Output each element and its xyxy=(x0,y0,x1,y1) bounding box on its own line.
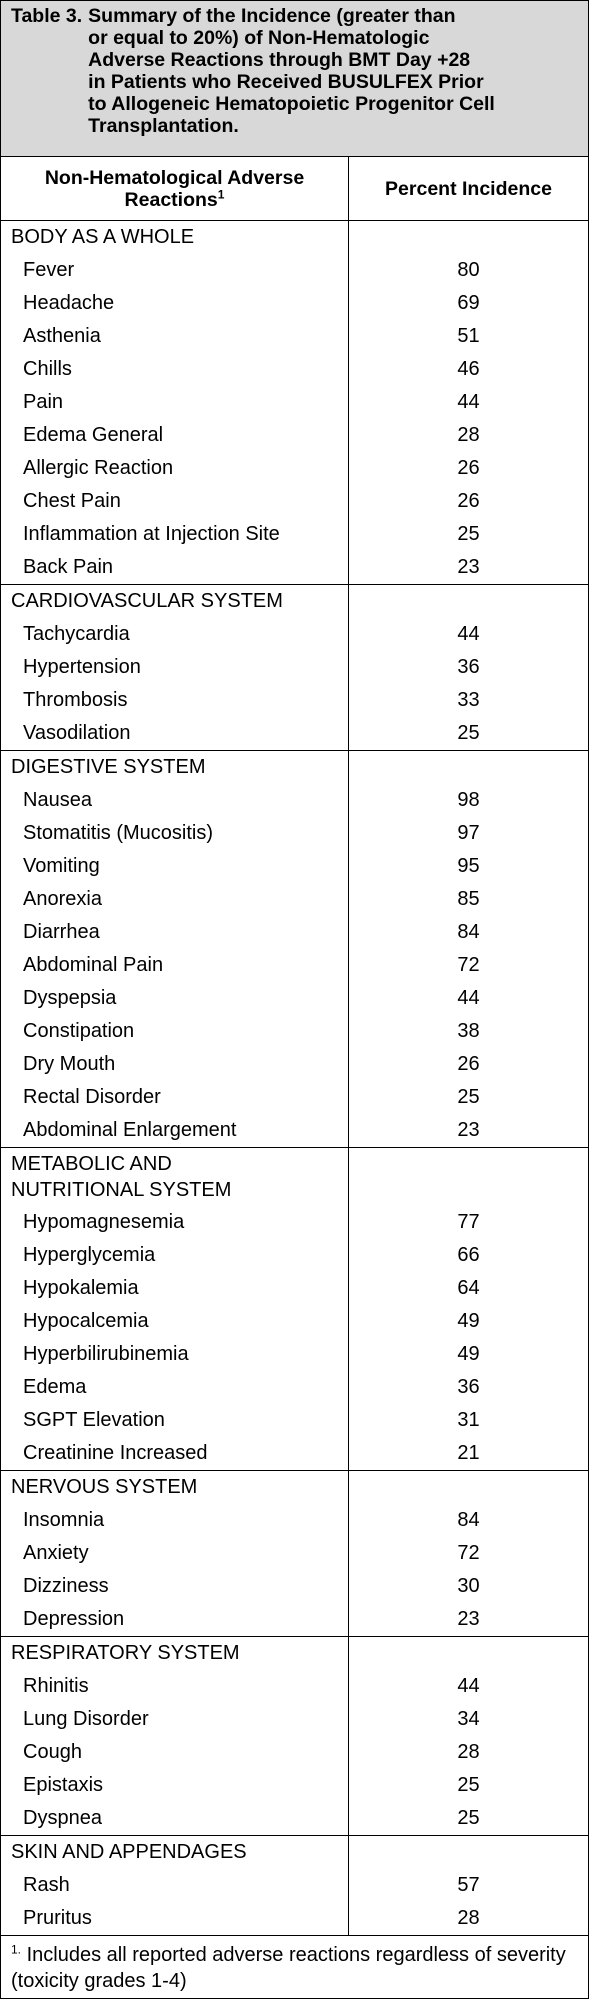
caption-line: to Allogeneic Hematopoietic Progenitor Cell xyxy=(88,93,495,115)
percent-value: 26 xyxy=(457,457,480,479)
percent-value: 66 xyxy=(457,1244,480,1266)
percent-value: 98 xyxy=(457,789,480,811)
reaction-label: Anorexia xyxy=(1,883,349,916)
percent-value: 23 xyxy=(457,1119,480,1141)
reaction-label: Dry Mouth xyxy=(1,1048,349,1081)
table-row xyxy=(1,1570,588,1603)
table-row xyxy=(1,254,588,287)
section-heading: BODY AS A WHOLE xyxy=(1,221,349,255)
table-row xyxy=(1,1537,588,1570)
percent-value: 85 xyxy=(457,888,480,910)
section-row xyxy=(1,1471,588,1505)
section-row xyxy=(1,1148,588,1207)
reaction-label: Depression xyxy=(1,1603,349,1637)
reaction-label: Hyperbilirubinemia xyxy=(1,1338,349,1371)
reaction-label: Hypokalemia xyxy=(1,1272,349,1305)
percent-value: 44 xyxy=(457,987,480,1009)
reaction-label: Anxiety xyxy=(1,1537,349,1570)
reaction-label: Edema xyxy=(1,1371,349,1404)
percent-value: 25 xyxy=(457,1086,480,1108)
caption-label: Table 3. xyxy=(11,5,83,27)
table-row xyxy=(1,883,588,916)
section-value-empty xyxy=(349,221,589,255)
percent-value: 44 xyxy=(457,623,480,645)
table-row xyxy=(1,982,588,1015)
caption-line: Transplantation. xyxy=(88,115,239,137)
percent-value: 25 xyxy=(457,722,480,744)
reaction-label: Rectal Disorder xyxy=(1,1081,349,1114)
table-row xyxy=(1,651,588,684)
caption-line: Adverse Reactions through BMT Day +28 xyxy=(88,49,471,71)
percent-value: 97 xyxy=(457,822,480,844)
table-row xyxy=(1,1769,588,1802)
percent-value: 25 xyxy=(457,1774,480,1796)
reaction-label: Dyspepsia xyxy=(1,982,349,1015)
table-caption xyxy=(1,1,588,157)
table-row xyxy=(1,419,588,452)
table-row xyxy=(1,518,588,551)
table-row xyxy=(1,1404,588,1437)
table-row xyxy=(1,1114,588,1148)
table-row xyxy=(1,1081,588,1114)
reaction-label: Abdominal Pain xyxy=(1,949,349,982)
percent-value: 26 xyxy=(457,490,480,512)
table-row xyxy=(1,1048,588,1081)
percent-value: 84 xyxy=(457,1509,480,1531)
reaction-label: Insomnia xyxy=(1,1504,349,1537)
reaction-label: Hypomagnesemia xyxy=(1,1206,349,1239)
reaction-label: Creatinine Increased xyxy=(1,1437,349,1471)
reaction-label: Abdominal Enlargement xyxy=(1,1114,349,1148)
table-row xyxy=(1,353,588,386)
table-body xyxy=(1,221,588,1936)
section-value-empty xyxy=(349,1836,589,1870)
percent-value: 95 xyxy=(457,855,480,877)
percent-value: 44 xyxy=(457,1675,480,1697)
percent-value: 72 xyxy=(457,954,480,976)
table-row xyxy=(1,1670,588,1703)
percent-value: 30 xyxy=(457,1575,480,1597)
percent-value: 25 xyxy=(457,1807,480,1829)
reaction-label: Back Pain xyxy=(1,551,349,585)
table-row xyxy=(1,551,588,585)
reaction-label: Fever xyxy=(1,254,349,287)
reaction-label: Stomatitis (Mucositis) xyxy=(1,817,349,850)
table-row xyxy=(1,287,588,320)
table-row xyxy=(1,1869,588,1902)
caption-line: Summary of the Incidence (greater than xyxy=(88,5,456,27)
caption-text xyxy=(82,5,495,152)
table-row xyxy=(1,485,588,518)
percent-value: 25 xyxy=(457,523,480,545)
header-row xyxy=(1,157,588,221)
table-row xyxy=(1,1703,588,1736)
table-row xyxy=(1,1206,588,1239)
percent-value: 23 xyxy=(457,556,480,578)
table-row xyxy=(1,817,588,850)
reaction-label: Pain xyxy=(1,386,349,419)
data-table xyxy=(1,157,588,1935)
section-value-empty xyxy=(349,585,589,619)
percent-value: 46 xyxy=(457,358,480,380)
table-row xyxy=(1,1371,588,1404)
table-row xyxy=(1,1603,588,1637)
table-row xyxy=(1,1902,588,1935)
reaction-label: Chills xyxy=(1,353,349,386)
reaction-label: Edema General xyxy=(1,419,349,452)
section-heading: RESPIRATORY SYSTEM xyxy=(1,1637,349,1671)
reaction-label: Asthenia xyxy=(1,320,349,353)
table-row xyxy=(1,684,588,717)
percent-value: 28 xyxy=(457,424,480,446)
section-row xyxy=(1,751,588,785)
footnote xyxy=(1,1935,588,1998)
section-heading: METABOLIC AND NUTRITIONAL SYSTEM xyxy=(1,1148,349,1207)
section-heading: DIGESTIVE SYSTEM xyxy=(1,751,349,785)
percent-value: 33 xyxy=(457,689,480,711)
reaction-label: Nausea xyxy=(1,784,349,817)
reaction-label: Diarrhea xyxy=(1,916,349,949)
reaction-label: Hypocalcemia xyxy=(1,1305,349,1338)
reaction-label: Hyperglycemia xyxy=(1,1239,349,1272)
reaction-label: Vasodilation xyxy=(1,717,349,751)
section-value-empty xyxy=(349,1637,589,1671)
table-row xyxy=(1,1239,588,1272)
percent-value: 23 xyxy=(457,1608,480,1630)
table-row xyxy=(1,1437,588,1471)
footnote-text: Includes all reported adverse reactions regardless of severity (toxicity grades 1-4) xyxy=(11,1944,566,1992)
percent-value: 84 xyxy=(457,921,480,943)
section-value-empty xyxy=(349,1148,589,1207)
table-row xyxy=(1,850,588,883)
reaction-label: Epistaxis xyxy=(1,1769,349,1802)
percent-value: 28 xyxy=(457,1907,480,1929)
reaction-label: Tachycardia xyxy=(1,618,349,651)
section-value-empty xyxy=(349,1471,589,1505)
percent-value: 49 xyxy=(457,1310,480,1332)
section-row xyxy=(1,1836,588,1870)
percent-value: 49 xyxy=(457,1343,480,1365)
table-row xyxy=(1,717,588,751)
table-row xyxy=(1,1504,588,1537)
percent-value: 64 xyxy=(457,1277,480,1299)
reaction-label: Headache xyxy=(1,287,349,320)
reaction-label: Lung Disorder xyxy=(1,1703,349,1736)
percent-value: 34 xyxy=(457,1708,480,1730)
section-row xyxy=(1,585,588,619)
table-row xyxy=(1,1015,588,1048)
section-heading: CARDIOVASCULAR SYSTEM xyxy=(1,585,349,619)
reaction-label: Rhinitis xyxy=(1,1670,349,1703)
section-heading: SKIN AND APPENDAGES xyxy=(1,1836,349,1870)
percent-value: 31 xyxy=(457,1409,480,1431)
percent-value: 36 xyxy=(457,1376,480,1398)
footnote-marker: 1. xyxy=(11,1942,22,1957)
reaction-label: Cough xyxy=(1,1736,349,1769)
section-value-empty xyxy=(349,751,589,785)
percent-value: 80 xyxy=(457,259,480,281)
reaction-label: Dizziness xyxy=(1,1570,349,1603)
column-header-reactions: Non-Hematological Adverse Reactions$^1$ xyxy=(1,157,349,221)
percent-value: 69 xyxy=(457,292,480,314)
section-heading: NERVOUS SYSTEM xyxy=(1,1471,349,1505)
section-row xyxy=(1,1637,588,1671)
column-header-percent: Percent Incidence xyxy=(349,157,589,221)
percent-value: 38 xyxy=(457,1020,480,1042)
percent-value: 21 xyxy=(457,1442,480,1464)
table-row xyxy=(1,320,588,353)
table-row xyxy=(1,618,588,651)
footnote-ref: 1 xyxy=(217,187,225,201)
table-row xyxy=(1,1802,588,1836)
percent-value: 77 xyxy=(457,1211,480,1233)
table-row xyxy=(1,386,588,419)
reaction-label: Allergic Reaction xyxy=(1,452,349,485)
percent-value: 51 xyxy=(457,325,480,347)
reaction-label: Rash xyxy=(1,1869,349,1902)
table-row xyxy=(1,1338,588,1371)
table-row xyxy=(1,784,588,817)
percent-value: 28 xyxy=(457,1741,480,1763)
percent-value: 57 xyxy=(457,1874,480,1896)
reaction-label: Thrombosis xyxy=(1,684,349,717)
caption-line: or equal to 20%) of Non-Hematologic xyxy=(88,27,430,49)
table-row xyxy=(1,1736,588,1769)
reaction-label: Chest Pain xyxy=(1,485,349,518)
percent-value: 36 xyxy=(457,656,480,678)
caption-line: in Patients who Received BUSULFEX Prior xyxy=(88,71,484,93)
section-row xyxy=(1,221,588,255)
reaction-label: Constipation xyxy=(1,1015,349,1048)
percent-value: 44 xyxy=(457,391,480,413)
reaction-label: Pruritus xyxy=(1,1902,349,1935)
reaction-label: Hypertension xyxy=(1,651,349,684)
table-row xyxy=(1,949,588,982)
reaction-label: SGPT Elevation xyxy=(1,1404,349,1437)
table-row xyxy=(1,916,588,949)
reaction-label: Inflammation at Injection Site xyxy=(1,518,349,551)
table-row xyxy=(1,1305,588,1338)
table-row xyxy=(1,1272,588,1305)
reaction-label: Dyspnea xyxy=(1,1802,349,1836)
percent-value: 72 xyxy=(457,1542,480,1564)
table-row xyxy=(1,452,588,485)
reaction-label: Vomiting xyxy=(1,850,349,883)
percent-value: 26 xyxy=(457,1053,480,1075)
